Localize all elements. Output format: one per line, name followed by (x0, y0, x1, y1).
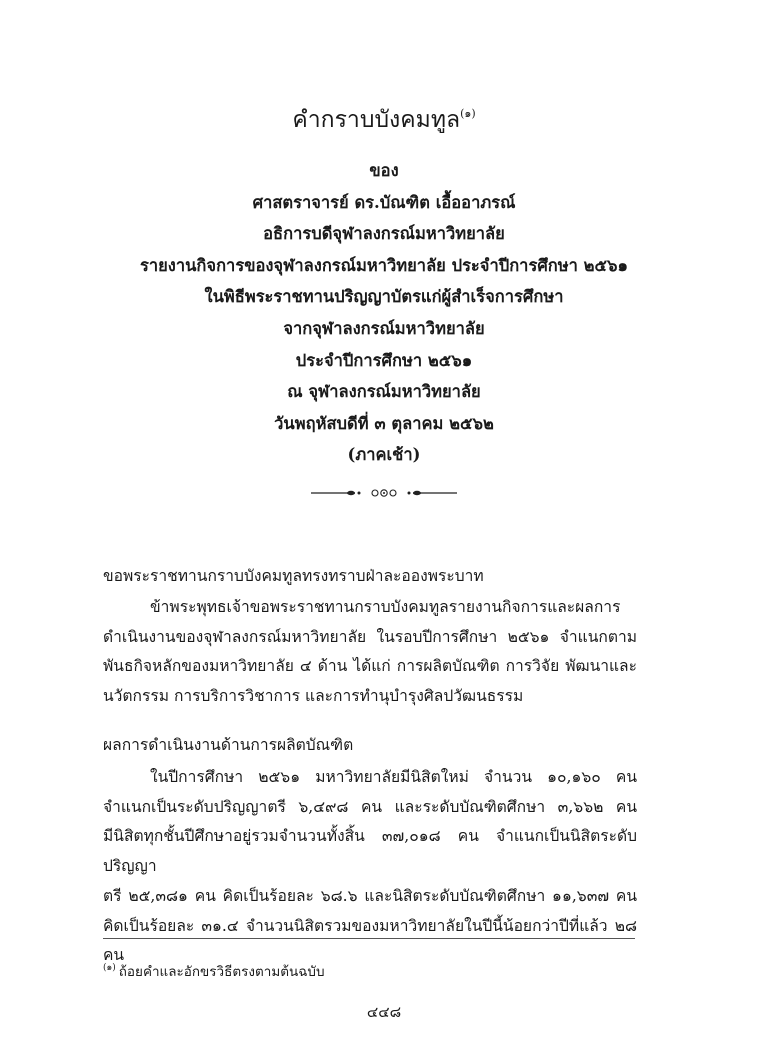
paragraph-line: พันธกิจหลักของมหาวิทยาลัย ๔ ด้าน ได้แก่ การผลิตบัณฑิต การวิจัย พัฒนาและ (103, 657, 637, 676)
section-heading: ผลการดำเนินงานด้านการผลิตบัณฑิต (103, 736, 354, 754)
page-title (0, 98, 768, 136)
footnote-text: ถ้อยคำและอักขรวิธีตรงตามต้นฉบับ (118, 964, 325, 980)
paragraph-graduate-production (103, 763, 637, 971)
heading-line: (ภาคเช้า) (347, 445, 421, 465)
heading-line: ในพิธีพระราชทานปริญญาบัตรแก่ผู้สำเร็จการศึกษา (204, 287, 564, 307)
paragraph-line: จำแนกเป็นระดับปริญญาตรี ๖,๔๙๘ คน และระดับบัณฑิตศึกษา ๓,๖๖๒ คน (103, 797, 637, 816)
heading-block (60, 155, 708, 471)
footnote-marker: (๑) (103, 963, 116, 973)
paragraph-line: มีนิสิตทุกชั้นปีศึกษาอยู่รวมจำนวนทั้งสิ้น ๓๗,๐๑๘ คน จำแนกเป็นนิสิตระดับปริญญา (103, 827, 637, 876)
title-footnote-marker: (๑) (460, 107, 476, 120)
paragraph-introduction (103, 593, 637, 712)
heading-line: อธิการบดีจุฬาลงกรณ์มหาวิทยาลัย (263, 224, 505, 244)
footnote (103, 958, 637, 982)
ornament-divider (0, 485, 768, 501)
paragraph-line: คิดเป็นร้อยละ ๓๑.๔ จำนวนนิสิตรวมของมหาวิทยาลัยในปีนี้น้อยกว่าปีที่แล้ว ๒๘ คน (103, 916, 637, 965)
heading-line: ณ จุฬาลงกรณ์มหาวิทยาลัย (287, 382, 481, 402)
paragraph-line: ดำเนินงานของจุฬาลงกรณ์มหาวิทยาลัย ในรอบปีการศึกษา ๒๕๖๑ จำแนกตาม (103, 627, 637, 646)
paragraph-line: นวัตกรรม การบริการวิชาการ และการทำนุบำรุงศิลปวัฒนธรรม (103, 687, 524, 706)
paragraph-line: ในปีการศึกษา ๒๕๖๑ มหาวิทยาลัยมีนิสิตใหม่ จำนวน ๑๐,๑๖๐ คน (150, 768, 637, 786)
heading-line: จากจุฬาลงกรณ์มหาวิทยาลัย (283, 318, 485, 338)
paragraph-line: ข้าพระพุทธเจ้าขอพระราชทานกราบบังคมทูลรายงานกิจการและผลการ (150, 598, 621, 616)
paragraph-line: ตรี ๒๕,๓๘๑ คน คิดเป็นร้อยละ ๖๘.๖ และนิสิตระดับบัณฑิตศึกษา ๑๑,๖๓๗ คน (103, 886, 637, 905)
ornament-divider-icon (309, 485, 459, 501)
title-text: คำกราบบังคมทูล (292, 107, 461, 133)
salutation: ขอพระราชทานกราบบังคมทูลทรงทราบฝ่าละอองพระบาท (103, 567, 484, 585)
heading-line: ประจำปีการศึกษา ๒๕๖๑ (295, 350, 473, 370)
page-number: ๔๔๘ (366, 1003, 402, 1021)
heading-line: ของ (369, 161, 399, 180)
heading-line: วันพฤหัสบดีที่ ๓ ตุลาคม ๒๕๖๒ (274, 413, 494, 433)
heading-line: รายงานกิจการของจุฬาลงกรณ์มหาวิทยาลัย ประจำปีการศึกษา ๒๕๖๑ (140, 255, 628, 275)
heading-line: ศาสตราจารย์ ดร.บัณฑิต เอื้ออาภรณ์ (252, 192, 516, 212)
footnote-divider (103, 938, 635, 939)
